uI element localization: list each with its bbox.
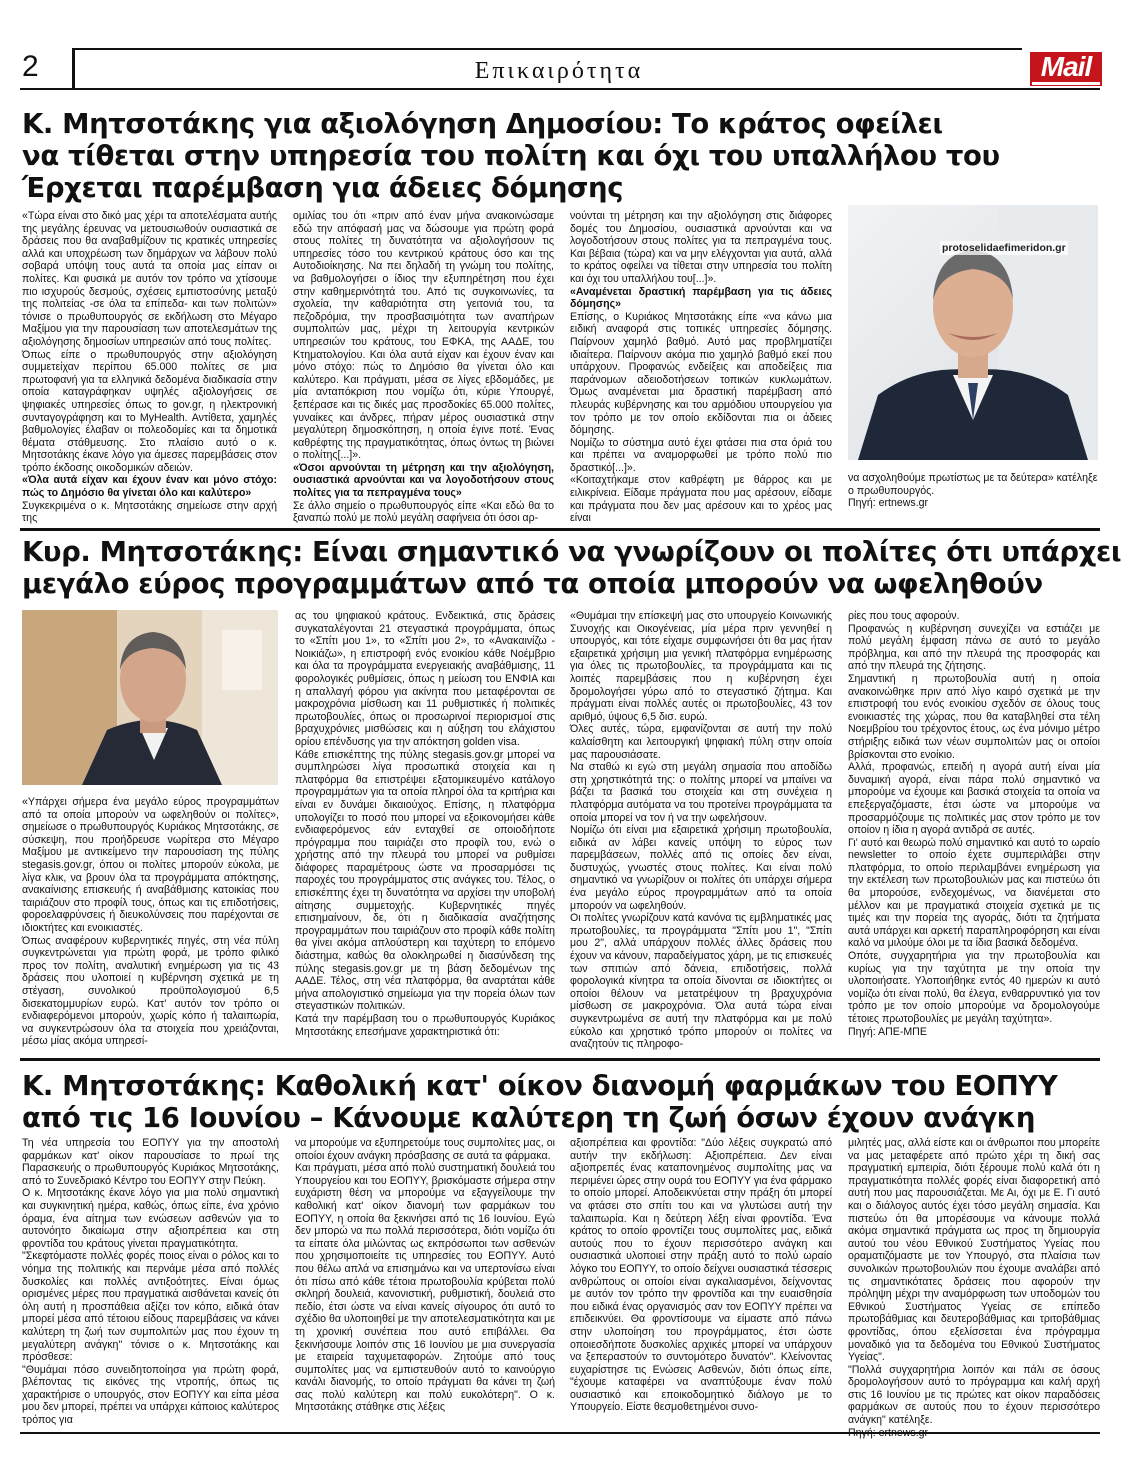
header-top-rule bbox=[72, 48, 1022, 50]
watermark: protoselidaefimeridon.gr bbox=[942, 242, 1066, 254]
article3-column-2: να μπορούμε να εξυπηρετούμε τους συμπολίτες μας, οι οποίοι έχουν ανάγκη πρόσβασης σε αυτά τα φάρμακα. Και πράγματι, μέσα από πολύ συστηματική δουλειά του Υπουργείου και του ΕΟΠΥΥ, βρισκόμαστε σήμερα στην ευχάριστη θέση να μπορούμε να εξαγγείλουμε την καθολική κατ' οίκον διανομή των φαρμάκων του ΕΟΠΥΥ, η οποία θα ξεκινήσει από τις 16 Ιουνίου. Εγώ δεν μπορώ να πω πολλά περισσότερα, διότι νομίζω ότι τα είπατε όλα μιλώντας ως εκπρόσωποι των ασθενών που χρησιμοποιείτε τις υπηρεσίες του ΕΟΠΥΥ. Αυτό που θέλω απλά να επισημάνω και να υπερτονίσω είναι ότι πίσω από κάθε τέτοια πρωτοβουλία κρύβεται πολύ σκληρή δουλειά, κανονιστική, ρυθμιστική, δουλειά στο πεδίο, έτσι ώστε να είναι κανείς σίγουρος ότι αυτό το σχέδιο θα υλοποιηθεί με την αποτελεσματικότητα και με τη χρονική συνέπεια που αυτό επιβάλλει. Θα ξεκινήσουμε λοιπόν στις 16 Ιουνίου με μια συνεργασία με εταιρεία ταχυμεταφορών. Ζητούμε από τους συμπολίτες μας να εμπιστευθούν αυτό το καινούργιο κανάλι διανομής, το οποίο πράγματι θα κάνει τη ζωή σας πολύ καλύτερη και πολύ ευκολότερη". Ο κ. Μητσοτάκης στάθηκε στις λέξεις bbox=[295, 1137, 555, 1414]
page-bottom-rule bbox=[20, 1432, 1100, 1434]
portrait-photo-2 bbox=[22, 610, 278, 785]
header-bottom-rule bbox=[20, 88, 1100, 90]
article2-title: Κυρ. Μητσοτάκης: Είναι σημαντικό να γνωρίζουν οι πολίτες ότι υπάρχει μεγάλο εύρος προγραμμάτων από τα οποία μπορούν να ωφεληθούν bbox=[22, 536, 1121, 600]
article2-column-3: «Θυμάμαι την επίσκεψή μας στο υπουργείο Κοινωνικής Συνοχής και Οικογένειας, μία μέρα πριν γεννηθεί η υπουργός, και τότε είχαμε συμφωνήσει ότι θα μας ήταν εξαιρετικά χρήσιμη μια γενική πλατφόρμα ενημέρωσης για όλες τις πρωτοβουλίες, τα προγράμματα και τις λοιπές παρεμβάσεις που η κυβέρνηση έχει δρομολογήσει γύρω από το στεγαστικό ζήτημα. Και πράγματι είναι πολλές αυτές οι πρωτοβουλίες, 43 τον αριθμό, ύψους 6,5 δισ. ευρώ. Όλες αυτές, τώρα, εμφανίζονται σε αυτή την πολύ καλαίσθητη και λειτουργική ψηφιακή πύλη στην οποία μας παρουσιάσατε. Να σταθώ κι εγώ στη μεγάλη σημασία που αποδίδω στη χρηστικότητά της: ο πολίτης μπορεί να μπαίνει να βάζει τα βασικά του στοιχεία και στη συνέχεια η πλατφόρμα αυτόματα να του προτείνει προγράμματα τα οποία μπορεί να τον ή να την ωφελήσουν. Νομίζω ότι είναι μια εξαιρετικά χρήσιμη πρωτοβουλία, ειδικά αν λάβει κανείς υπόψη το εύρος των παρεμβάσεων, πολλές από τις οποίες δεν είναι, δυστυχώς, γνωστές στους πολίτες. Και είναι πολύ σημαντικό να γνωρίζουν οι πολίτες ότι υπάρχει σήμερα ένα μεγάλο εύρος προγραμμάτων από τα οποία μπορούν να ωφεληθούν. Οι πολίτες γνωρίζουν κατά κανόνα τις εμβληματικές μας πρωτοβουλίες, τα προγράμματα "Σπίτι μου 1", "Σπίτι μου 2", αλλά υπάρχουν πολλές άλλες δράσεις που έχουν να κάνουν, παραδείγματος χάρη, με τις επισκευές των σπιτιών από δάνεια, επιδοτήσεις, πολλά φορολογικά κίνητρα τα οποία δίνονται σε ιδιοκτήτες οι οποίοι θέλουν να μετατρέψουν τη βραχυχρόνια μίσθωση σε μακροχρόνια. Όλα αυτά τώρα είναι συγκεντρωμένα σε αυτή την πλατφόρμα και με πολύ εύκολο και χρηστικό τρόπο μπορούν οι πολίτες να αναζητούν τις πληροφο- bbox=[570, 610, 832, 1051]
article2-photo bbox=[22, 610, 278, 785]
article1-photo bbox=[848, 205, 1098, 460]
article1-column-3: νούνται τη μέτρηση και την αξιολόγηση στις διάφορες δομές του Δημοσίου, ουσιαστικά αρνούνται και να λογοδοτήσουν στους πολίτες για τα πεπραγμένα τους. Και βέβαια (τώρα) και να μην ελέγχονται για αυτά, αλλά το κράτος οφείλει να τίθεται στην υπηρεσία του πολίτη και όχι του υπαλλήλου του[...]». «Αναμένεται δραστική παρέμβαση για τις άδειες δόμησης» Επίσης, ο Κυριάκος Μητσοτάκης είπε «να κάνω μια ειδική αναφορά στις τοπικές υπηρεσίες δόμησης. Παίρνουν χαμηλό βαθμό. Αυτό μας προβληματίζει ιδιαίτερα. Παίρνουν ακόμα πιο χαμηλό βαθμό εκεί που υπάρχουν. Προφανώς ενδείξεις και αποδείξεις πια παράνομων αδειοδοτήσεων τοπικών κυκλωμάτων. Όμως αναμένεται μια δραστική παρέμβαση από πλευράς κυβέρνησης και του αρμόδιου υπουργείου για τον τρόπο με τον οποίο εκδίδονται πια οι άδειες δόμησης. Νομίζω το σύστημα αυτό έχει φτάσει πια στα όριά του και πρέπει να αναμορφωθεί με τρόπο πολύ πιο δραστικό[...]». «Κοιταχτήκαμε στον καθρέφτη με θάρρος και με ειλικρίνεια. Είδαμε πράγματα που μας αρέσουν, είδαμε και πράγματα που δεν μας αρέσουν και το χρέος μας είναι bbox=[570, 210, 832, 525]
article3-column-4: μιλητές μας, αλλά είστε και οι άνθρωποι που μπορείτε να μας μεταφέρετε από πρώτο χέρι τη δική σας πραγματική εμπειρία, διότι ξέρουμε πολύ καλά ότι η πραγματικότητα πολλές φορές είναι διαφορετική από αυτή που μας παρουσιάζεται. Με Αι, όχι με Ε. Γι αυτό και ο διάλογος αυτός έχει τόσο μεγάλη σημασία. Και πιστεύω ότι θα μπορέσουμε να κάνουμε πολλά ακόμα σημαντικά πράγματα ως προς τη δημιουργία αυτού του νέου Εθνικού Συστήματος Υγείας που οραματιζόμαστε με τον Υπουργό, στα πλαίσια των συνολικών πρωτοβουλιών που έχουμε αναλάβει από τις σημαντικότατες δράσεις που αφορούν την πρόληψη μέχρι την αναμόρφωση των υποδομών του Εθνικού Συστήματος Υγείας σε επίπεδο πρωτοβάθμιας και δευτεροβάθμιας και τριτοβάθμιας φροντίδας, όπου εξελίσσεται ένα πρόγραμμα μοναδικό για τα δεδομένα του Εθνικού Συστήματος Υγείας". "Πολλά συγχαρητήρια λοιπόν και πάλι σε όσους δρομολογήσουν αυτό το πρόγραμμα και καλή αρχή στις 16 Ιουνίου με τις πρώτες κατ οίκον παραδόσεις φαρμάκων σε αυτούς που το έχουν περισσότερο ανάγκη" κατέληξε. bbox=[848, 1137, 1100, 1427]
article2-column-4: ρίες που τους αφορούν. Προφανώς η κυβέρνηση συνεχίζει να εστιάζει με πολύ μεγάλη έμφαση πάνω σε αυτό το μεγάλο πρόβλημα, και από την πλευρά της προσφοράς και από την πλευρά της ζήτησης. Σημαντική η πρωτοβουλία αυτή η οποία ανακοινώθηκε πριν από λίγο καιρό σχετικά με την επιστροφή του ενός ενοικίου σχεδόν σε όλους τους ενοικιαστές της χώρας, που θα καταβληθεί στα τέλη Νοεμβρίου του τρέχοντος έτους, ως ένα μόνιμο μέτρο στήριξης ειδικά των νέων συμπολιτών μας οι οποίοι βρίσκονται στο ενοίκιο. Αλλά, προφανώς, επειδή η αγορά αυτή είναι μία δυναμική αγορά, είναι πάρα πολύ σημαντικό να μπορούμε να έχουμε και βασικά στοιχεία τα οποία να επεξεργαζόμαστε, έτσι ώστε να μπορούμε να προσαρμόζουμε τις πολιτικές μας στον τρόπο με τον οποίον η ίδια η αγορά αντιδρά σε αυτές. Γι' αυτό και θεωρώ πολύ σημαντικό και αυτό το ωραίο newsletter το οποίο έχετε συμπεριλάβει στην πλατφόρμα, το οποίο περιλαμβάνει ενημέρωση για την εκτέλεση των πρωτοβουλιών μας και πιστεύω ότι θα μπορούσε, ενδεχομένως, να διανέμεται στο μέλλον και με πραγματικά στοιχεία σχετικά με τις τιμές και την πορεία της αγοράς, διότι τα ζητήματα αυτά υπάρχει και αρκετή παραπληροφόρηση και είναι καλό να μιλούμε όλοι με τα ίδια βασικά δεδομένα. Οπότε, συγχαρητήρια για την πρωτοβουλία και κυρίως για την ταχύτητα με την οποία την υλοποιήσατε. Υλοποιήθηκε εντός 40 ημερών κι αυτό νομίζω ότι είναι πολύ, θα έλεγα, ενθαρρυντικό για τον τρόπο με τον οποίο μπορούμε να δρομολογούμε τέτοιες πρωτοβουλίες με μεγάλη ταχύτητα». Πηγή: ΑΠΕ-ΜΠΕ bbox=[848, 610, 1100, 1038]
article3-column-1: Τη νέα υπηρεσία του ΕΟΠΥΥ για την αποστολή φαρμάκων κατ' οίκον παρουσίασε το πρωί της Παρασκευής ο πρωθυπουργός Κυριάκος Μητσοτάκης, από το Συνεδριακό Κέντρο του ΕΟΠΥΥ στην Πεύκη. Ο κ. Μητσοτάκης έκανε λόγο για μια πολύ σημαντική και συγκινητική ημέρα, καθώς, όπως είπε, ένα χρόνιο όραμα, ένα αίτημα των ενώσεων ασθενών για το αυτονόητο δικαίωμα στην αξιοπρέπεια και στη φροντίδα του κράτους γίνεται πραγματικότητα. "Σκεφτόμαστε πολλές φορές ποιος είναι ο ρόλος και το νόημα της πολιτικής και περνάμε μέσα από πολλές δυσκολίες και πολλές αντιξοότητες. Είναι όμως ορισμένες μέρες που πραγματικά αισθάνεται κανείς ότι όλη αυτή η προσπάθεια αξίζει τον κόπο, ειδικά όταν μπορεί μέσα από τέτοιου είδους παρεμβάσεις να κάνει καλύτερη τη ζωή των συμπολιτών μας που έχουν τη μεγαλύτερη ανάγκη" τόνισε ο κ. Μητσοτάκης και πρόσθεσε: "Θυμάμαι πόσο συνειδητοποίησα για πρώτη φορά, βλέποντας τις εικόνες της ντροπής, όπως τις χαρακτήρισε ο υπουργός, στον ΕΟΠΥΥ και είπα μέσα μου δεν μπορεί, πρέπει να υπάρχει κάποιος καλύτερος τρόπος για bbox=[22, 1137, 279, 1427]
article1-column-1: «Τώρα είναι στο δικό μας χέρι τα αποτελέσματα αυτής της μεγάλης έρευνας να μετουσιωθούν ουσιαστικά σε δράσεις που θα αναβαθμίζουν τις κρατικές υπηρεσίες αλλά και υποχρέωση των δημάρχων να λάβουν πολύ σοβαρά υπόψη τους αυτά τα οποία μας είπαν οι πολίτες. Και φυσικά με αυτόν τον τρόπο να χτίσουμε πιο ισχυρούς δεσμούς, σχέσεις εμπιστοσύνης μεταξύ της πολιτείας -σε όλα τα επίπεδα- και των πολιτών» τόνισε ο πρωθυπουργός σε εκδήλωση στο Μέγαρο Μαξίμου για την παρουσίαση των αποτελεσμάτων της αξιολόγησης δημοσίων υπηρεσιών από τους πολίτες. Όπως είπε ο πρωθυπουργός στην αξιολόγηση συμμετείχαν περίπου 65.000 πολίτες σε μια πρωτοφανή για τα ελληνικά δεδομένα διαδικασία στην οποία καταγράφηκαν υψηλές αξιολογήσεις σε ψηφιακές υπηρεσίες όπως το gov.gr, η ηλεκτρονική συνταγογράφηση και το MyHealth. Αντίθετα, χαμηλές βαθμολογίες έλαβαν οι πολεοδομίες και τα δημοτικά θέματα στάθμευσης. Στο πλαίσιο αυτό ο κ. Μητσοτάκης έκανε λόγο για άμεσες παρεμβάσεις στον τρόπο έκδοσης οικοδομικών αδειών. «Όλα αυτά είχαν και έχουν έναν και μόνο στόχο: πώς το Δημόσιο θα γίνεται όλο και καλύτερο» Συγκεκριμένα ο κ. Μητσοτάκης σημείωσε στην αρχή της bbox=[22, 210, 277, 525]
article-separator bbox=[20, 528, 1100, 531]
section-title: Επικαιρότητα bbox=[474, 58, 644, 84]
article1-title: Κ. Μητσοτάκης για αξιολόγηση Δημοσίου: Το κράτος οφείλει να τίθεται στην υπηρεσία του πολίτη και όχι του υπαλλήλου του Έρχεται παρέμβαση για άδειες δόμησης bbox=[22, 108, 1000, 204]
article1-column-4: να ασχοληθούμε πρωτίστως με τα δεύτερα» κατέληξε ο πρωθυπουργός. Πηγή: ertnews.gr bbox=[848, 472, 1098, 510]
article3-title: Κ. Μητσοτάκης: Καθολική κατ' οίκον διανομή φαρμάκων του ΕΟΠΥΥ από τις 16 Ιουνίου – Κάνουμε καλύτερη τη ζωή όσων έχουν ανάγκη bbox=[22, 1070, 1058, 1134]
article-separator bbox=[20, 1058, 1100, 1061]
article2-column-2: ας του ψηφιακού κράτους. Ενδεικτικά, στις δράσεις συγκαταλέγονται 21 στεγαστικά προγράμματα, όπως το «Σπίτι μου 1», το «Σπίτι μου 2», το «Ανακαινίζω - Νοικιάζω», η επιστροφή ενός ενοικίου κάθε Νοέμβριο και όλα τα προγράμματα ενεργειακής αναβάθμισης, 11 φορολογικές ρυθμίσεις, όπως η μείωση του ΕΝΦΙΑ και η απαλλαγή φόρου για ακίνητα που μεταφέρονται σε μακροχρόνια μίσθωση και 11 ρυθμιστικές ή πολιτικές πρωτοβουλίες, όπως οι προσωρινοί περιορισμοί στις βραχυχρόνιες μισθώσεις και η αύξηση του ελάχιστου ορίου επένδυσης για την απόκτηση golden visa. Κάθε επισκέπτης της πύλης stegasis.gov.gr μπορεί να συμπληρώσει λίγα προσωπικά στοιχεία και η πλατφόρμα θα επιστρέψει εξατομικευμένο κατάλογο προγραμμάτων για τα οποία πληροί όλα τα κριτήρια και είναι εν δυνάμει δικαιούχος. Επίσης, η πλατφόρμα υπολογίζει το ποσό που μπορεί να εξοικονομήσει κάθε ενδιαφερόμενος εάν ενταχθεί σε οποιοδήποτε πρόγραμμα που ταιριάζει στο προφίλ του, ενώ ο χρήστης από την πλευρά του μπορεί να ρυθμίσει διάφορες παραμέτρους ώστε να προσαρμόσει τις παροχές του προγράμματος στις ανάγκες του. Τέλος, ο επισκέπτης έχει τη δυνατότητα να αρχίσει την υποβολή αίτησης συμμετοχής. Κυβερνητικές πηγές επισημαίνουν, δε, ότι η διαδικασία αναζήτησης προγραμμάτων που ταιριάζουν στο προφίλ κάθε πολίτη θα γίνει ακόμα απλούστερη και ταχύτερη το επόμενο διάστημα, καθώς θα ολοκληρωθεί η διασύνδεση της πύλης stegasis.gov.gr με τη βάση δεδομένων της ΑΑΔΕ. Τέλος, στη νέα πλατφόρμα, θα αναρτάται κάθε μήνα απολογιστικό σημείωμα για την πορεία όλων των στεγαστικών πολιτικών. Κατά την παρέμβαση του ο πρωθυπουργός Κυριάκος Μητσοτάκης επεσήμανε χαρακτηριστικά ότι: bbox=[295, 610, 555, 1038]
article2-column-1: «Υπάρχει σήμερα ένα μεγάλο εύρος προγραμμάτων από τα οποία μπορούν να ωφεληθούν οι πολίτες», σημείωσε ο πρωθυπουργός Κυριάκος Μητσοτάκης, σε σύσκεψη, που προήδρευσε νωρίτερα στο Μέγαρο Μαξίμου με αντικείμενο την παρουσίαση της πύλης stegasis.gov.gr, όπου οι πολίτες μπορούν εύκολα, με λίγα κλικ, να βρουν όλα τα προγράμματα απόκτησης, ανακαίνισης επισκευής ή αναβάθμισης κατοικίας που ταιριάζουν στο προφίλ τους, όπως και τις επιδοτήσεις, φοροελαφρύνσεις ή διευκολύνσεις που παρέχονται σε ιδιοκτήτες και ενοικιαστές. Όπως αναφέρουν κυβερνητικές πηγές, στη νέα πύλη συγκεντρώνεται για πρώτη φορά, με τρόπο φιλικό προς τον πολίτη, αναλυτική ενημέρωση για τις 43 δράσεις που υλοποιεί η κυβέρνηση σχετικά με τη στέγαση, συνολικού προϋπολογισμού 6,5 δισεκατομμυρίων ευρώ. Κατ' αυτόν τον τρόπο οι ενδιαφερόμενοι μπορούν, χωρίς κόπο ή ταλαιπωρία, να συγκεντρώσουν όλα τα στοιχεία που χρειάζονται, μέσω μίας ακόμα υπηρεσί- bbox=[22, 796, 279, 1048]
mail-logo: Mail bbox=[1030, 52, 1102, 86]
article1-column-2: ομιλίας του ότι «πριν από έναν μήνα ανακοινώσαμε εδώ την απόφασή μας να δώσουμε για πρώτη φορά στους πολίτες τη δυνατότητα να αξιολογήσουν τις υπηρεσίες τόσο του κεντρικού κράτους όσο και της Αυτοδιοίκησης. Να πει δηλαδή τη γνώμη του πολίτης, να βαθμολογήσει ο ίδιος την εξυπηρέτηση που έχει στην καθημερινότητά του. Από τις συγκοινωνίες, τα σχολεία, την καθαριότητα στη γειτονιά του, τα πεζοδρόμια, την προσβασιμότητα των αναπήρων συμπολιτών μας, μέχρι τη λειτουργία κεντρικών υπηρεσιών του κράτους, του ΕΦΚΑ, της ΑΑΔΕ, του Κτηματολογίου. Και όλα αυτά είχαν και έχουν έναν και μόνο στόχο: πώς το Δημόσιο θα γίνεται όλο και καλύτερο. Και πράγματι, μέσα σε λίγες εβδομάδες, με μία ανταπόκριση που νομίζω ότι, κύριε Υπουργέ, ξεπέρασε και τις δικές μας προσδοκίες 65.000 πολίτες, γυναίκες και άνδρες, πήραν μέρος ουσιαστικά στην μεγαλύτερη δημοσκόπηση, η οποία έγινε ποτέ. Ένας καθρέφτης της πραγματικότητας, όπως όντως τη βιώνει ο πολίτης[...]». «Όσοι αρνούνται τη μέτρηση και την αξιολόγηση, ουσιαστικά αρνούνται και να λογοδοτήσουν στους πολίτες για τα πεπραγμένα τους» Σε άλλο σημείο ο πρωθυπουργός είπε «Και εδώ θα το ξαναπώ πολύ με πολύ μεγάλη σαφήνεια ότι όσοι αρ- bbox=[293, 210, 554, 525]
page-number: 2 bbox=[22, 50, 39, 83]
article3-column-3: αξιοπρέπεια και φροντίδα: "Δύο λέξεις συγκρατώ από αυτήν την εκδήλωση: Αξιοπρέπεια. Δεν είναι αξιοπρεπές ένας καταπονημένος συμπολίτης μας να περιμένει ώρες στην ουρά του ΕΟΠΥΥ για ένα φάρμακο το οποίο μπορεί. Αποδεικνύεται στην πράξη ότι μπορεί να φτάσει στο σπίτι του και να γλυτώσει αυτή την ταλαιπωρία. Και η δεύτερη λέξη είναι φροντίδα. Ένα κράτος το οποίο φροντίζει τους συμπολίτες μας, ειδικά αυτούς που το έχουν περισσότερο ανάγκη και ουσιαστικά υλοποιεί στην πράξη αυτό το πολύ ωραίο λόγκο του ΕΟΠΥΥ, το οποίο δείχνει ουσιαστικά τέσσερις ανθρώπους οι οποίοι είναι αγκαλιασμένοι, δείχνοντας με αυτόν τον τρόπο την φροντίδα και την ευαισθησία που ειδικά ένας οργανισμός σαν τον ΕΟΠΥΥ πρέπει να επιδεικνύει. Θα φροντίσουμε να είμαστε από πάνω στην υλοποίηση του προγράμματος, έτσι ώστε οποιεσδήποτε δυσκολίες αρχικές μπορεί να υπάρχουν να ξεπεραστούν το συντομότερο δυνατόν". Κλείνοντας ευχαρίστησε τις Ενώσεις Ασθενών, διότι όπως είπε, "έχουμε καταφέρει να αναπτύξουμε έναν πολύ ουσιαστικό και εποικοδομητικό διάλογο με το Υπουργείο. Είστε θεσμοθετημένοι συνο- bbox=[570, 1137, 832, 1414]
